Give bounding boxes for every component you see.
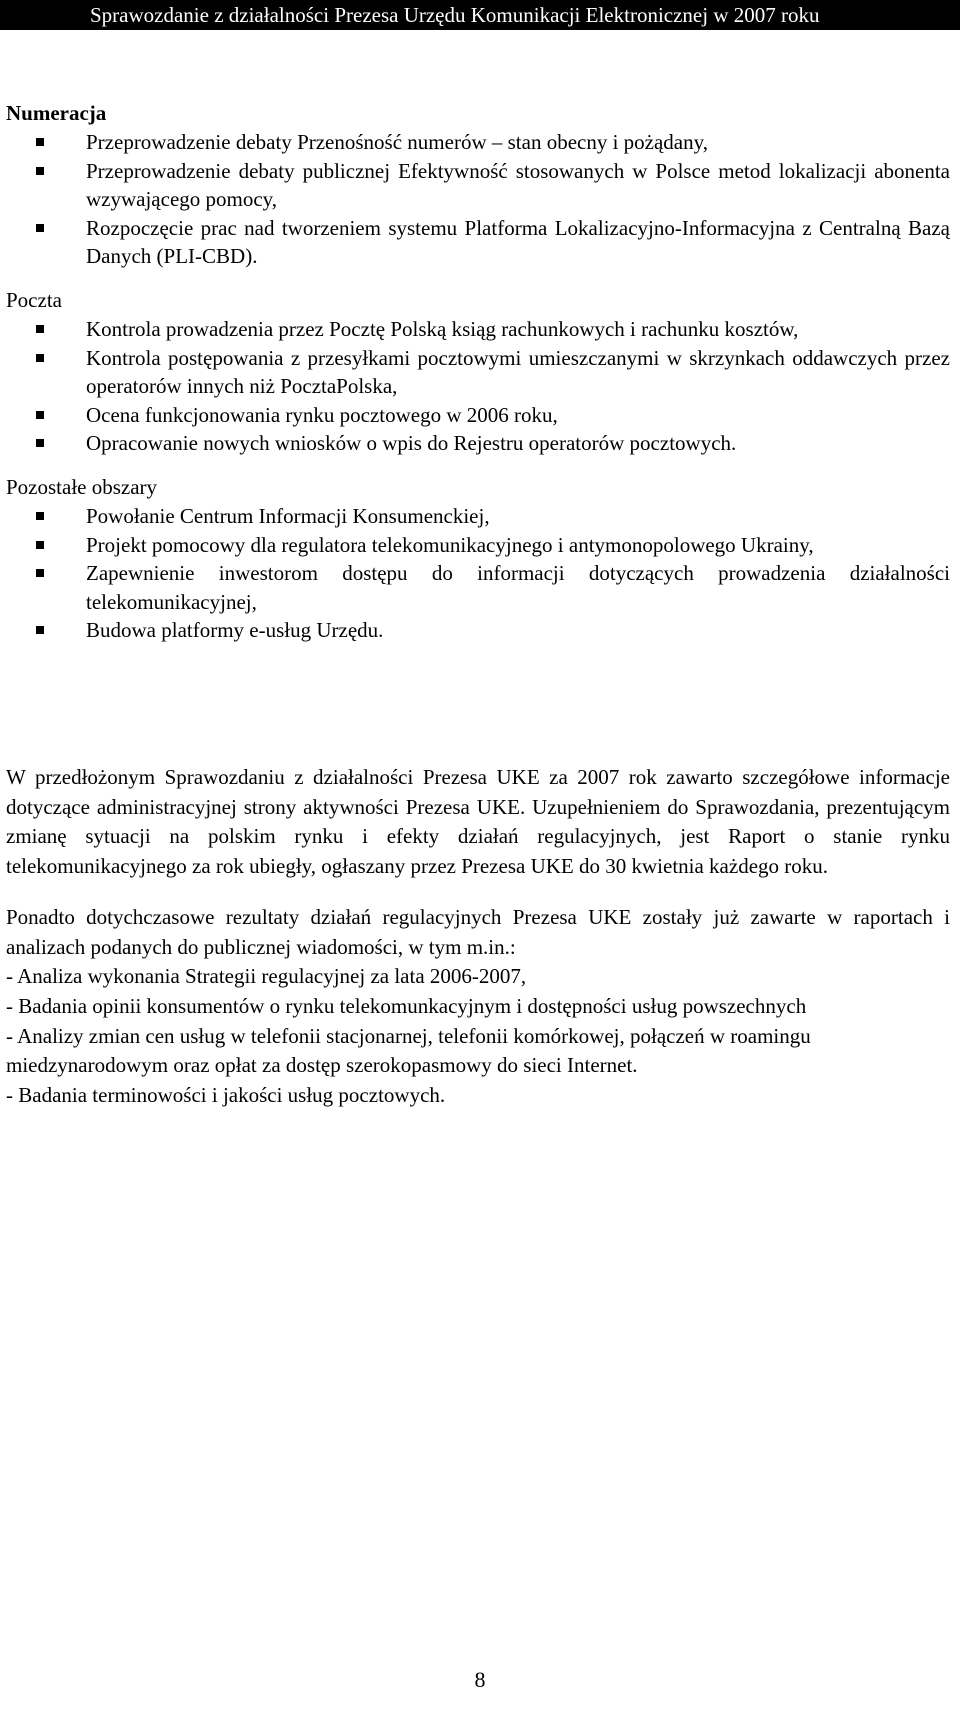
page-number: 8 — [474, 1667, 486, 1692]
bullet-list-numeracja — [6, 128, 950, 271]
dash-list-item: - Badania opinii konsumentów o rynku telekomunkacyjnym i dostępności usług powszechnych — [6, 994, 807, 1019]
list-item-text: Budowa platformy e-usług Urzędu. — [86, 618, 384, 643]
list-item — [6, 531, 950, 560]
square-bullet-icon — [36, 138, 44, 146]
section-title-numeracja: Numeracja — [6, 101, 107, 125]
square-bullet-icon — [36, 541, 44, 549]
document-body — [6, 98, 950, 1110]
list-item — [6, 429, 950, 458]
square-bullet-icon — [36, 167, 44, 175]
list-item — [6, 315, 950, 344]
list-item-text: Kontrola postępowania z przesyłkami pocztowymi umieszczanymi w skrzynkach oddawczych przez operatorów innych niż PocztaPolska, — [86, 345, 950, 399]
square-bullet-icon — [36, 354, 44, 362]
bullet-list-poczta — [6, 315, 950, 458]
list-item-text: Ocena funkcjonowania rynku pocztowego w 2006 roku, — [86, 402, 558, 427]
header-title: Sprawozdanie z działalności Prezesa Urzędu Komunikacji Elektronicznej w 2007 roku — [90, 3, 820, 27]
list-item — [6, 214, 950, 271]
section-title-pozostale-obszary: Pozostałe obszary — [6, 474, 158, 499]
square-bullet-icon — [36, 626, 44, 634]
page-header — [0, 0, 960, 30]
bullet-list-pozostale-obszary — [6, 502, 950, 645]
list-item-text: Projekt pomocowy dla regulatora telekomunikacyjnego i antymonopolowego Ukrainy, — [86, 532, 814, 557]
list-item-text: Przeprowadzenie debaty Przenośność numerów – stan obecny i pożądany, — [86, 130, 709, 154]
list-item — [6, 559, 950, 616]
vertical-spacer — [6, 645, 950, 763]
list-item — [6, 616, 950, 645]
square-bullet-icon — [36, 439, 44, 447]
dash-list-item: - Analiza wykonania Strategii regulacyjnej za lata 2006-2007, — [6, 964, 527, 989]
square-bullet-icon — [36, 512, 44, 520]
dash-list-item: - Badania terminowości i jakości usług pocztowych. — [6, 1082, 446, 1107]
list-item-text: Przeprowadzenie debaty publicznej Efektywność stosowanych w Polsce metod lokalizacji abonenta wzywającego pomocy, — [86, 158, 950, 212]
list-item — [6, 401, 950, 430]
list-item — [6, 344, 950, 401]
square-bullet-icon — [36, 224, 44, 232]
square-bullet-icon — [36, 411, 44, 419]
list-item-text: Powołanie Centrum Informacji Konsumenckiej, — [86, 503, 490, 528]
list-item — [6, 502, 950, 531]
list-item-text: Kontrola prowadzenia przez Pocztę Polską ksiąg rachunkowych i rachunku kosztów, — [86, 316, 799, 341]
summary-paragraph: W przedłożonym Sprawozdaniu z działalności Prezesa UKE za 2007 rok zawarto szczegółowe informacje dotyczące administracyjnej strony aktywności Prezesa UKE. Uzupełnieniem do Sprawozdania, prezentującym zmianę sytuacji na polskim rynku i efekty działań regulacyjnych, jest Raport o stanie rynku telekomunikacyjnego za rok ubiegły, ogłaszany przez Prezesa UKE do 30 kwietnia każdego roku. — [6, 764, 950, 878]
list-item-text: Zapewnienie inwestorom dostępu do informacji dotyczących prowadzenia działalności telekomunikacyjnej, — [86, 561, 950, 614]
results-intro-paragraph: Ponadto dotychczasowe rezultaty działań regulacyjnych Prezesa UKE zostały już zawarte w raportach i analizach podanych do publicznej wiadomości, w tym m.in.: — [6, 905, 950, 959]
list-item-text: Rozpoczęcie prac nad tworzeniem systemu Platforma Lokalizacyjno-Informacyjna z Centralną Bazą Danych (PLI-CBD). — [86, 215, 950, 269]
square-bullet-icon — [36, 569, 44, 577]
dash-list-item: - Analizy zmian cen usług w telefonii stacjonarnej, telefonii komórkowej, połączeń w roamingu miedzynarodowym oraz opłat za dostęp szerokopasmowy do sieci Internet. — [6, 1023, 811, 1078]
list-item — [6, 128, 950, 157]
square-bullet-icon — [36, 325, 44, 333]
list-item — [6, 157, 950, 214]
list-item-text: Opracowanie nowych wniosków o wpis do Rejestru operatorów pocztowych. — [86, 431, 737, 456]
section-title-poczta: Poczta — [6, 287, 62, 312]
